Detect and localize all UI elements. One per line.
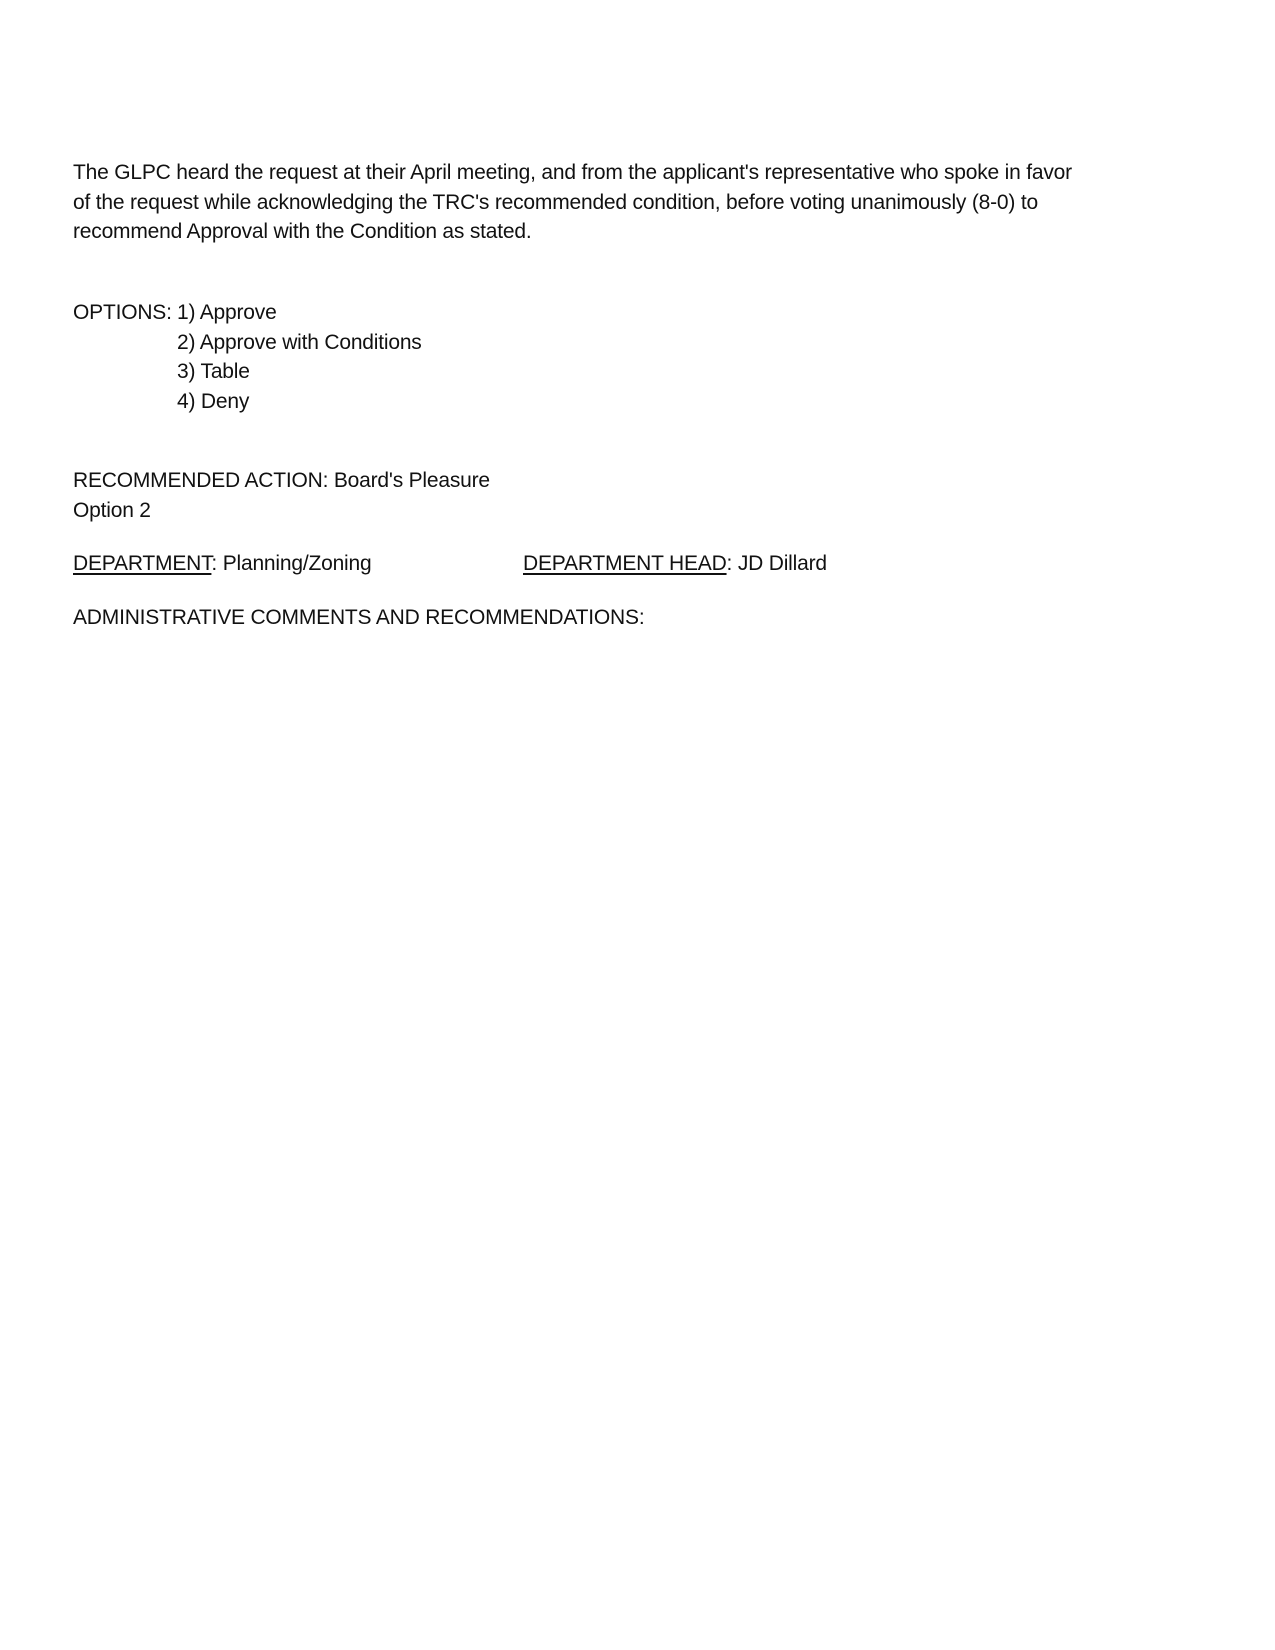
recommended-action-label: RECOMMENDED ACTION: Board's Pleasure (73, 469, 490, 492)
department-value: Planning/Zoning (222, 552, 372, 575)
department-head-field (523, 549, 827, 579)
option-item: 2) Approve with Conditions (177, 330, 422, 354)
option-item: 4) Deny (177, 389, 250, 413)
paragraph-line: recommend Approval with the Condition as stated. (73, 220, 532, 243)
department-field (73, 549, 371, 579)
recommended-action-value: Option 2 (73, 498, 151, 522)
recommended-action-section (73, 466, 490, 525)
paragraph-line: The GLPC heard the request at their April meeting, and from the applicant's representative who spoke in favor (73, 161, 1072, 184)
option-item: 1) Approve (177, 301, 277, 324)
department-label: DEPARTMENT (73, 552, 212, 575)
options-list (177, 298, 422, 416)
department-head-label: DEPARTMENT HEAD (523, 552, 727, 575)
option-item: 3) Table (177, 360, 250, 383)
department-head-value: JD Dillard (737, 552, 827, 575)
administrative-comments-heading: ADMINISTRATIVE COMMENTS AND RECOMMENDATIONS: (73, 606, 645, 629)
options-label: OPTIONS: (73, 301, 172, 324)
department-head-separator: : (726, 552, 738, 575)
glpc-summary-paragraph (73, 158, 1213, 247)
paragraph-line: of the request while acknowledging the TRC's recommended condition, before voting unanimously (8-0) to (73, 190, 1038, 214)
department-separator: : (211, 552, 223, 575)
